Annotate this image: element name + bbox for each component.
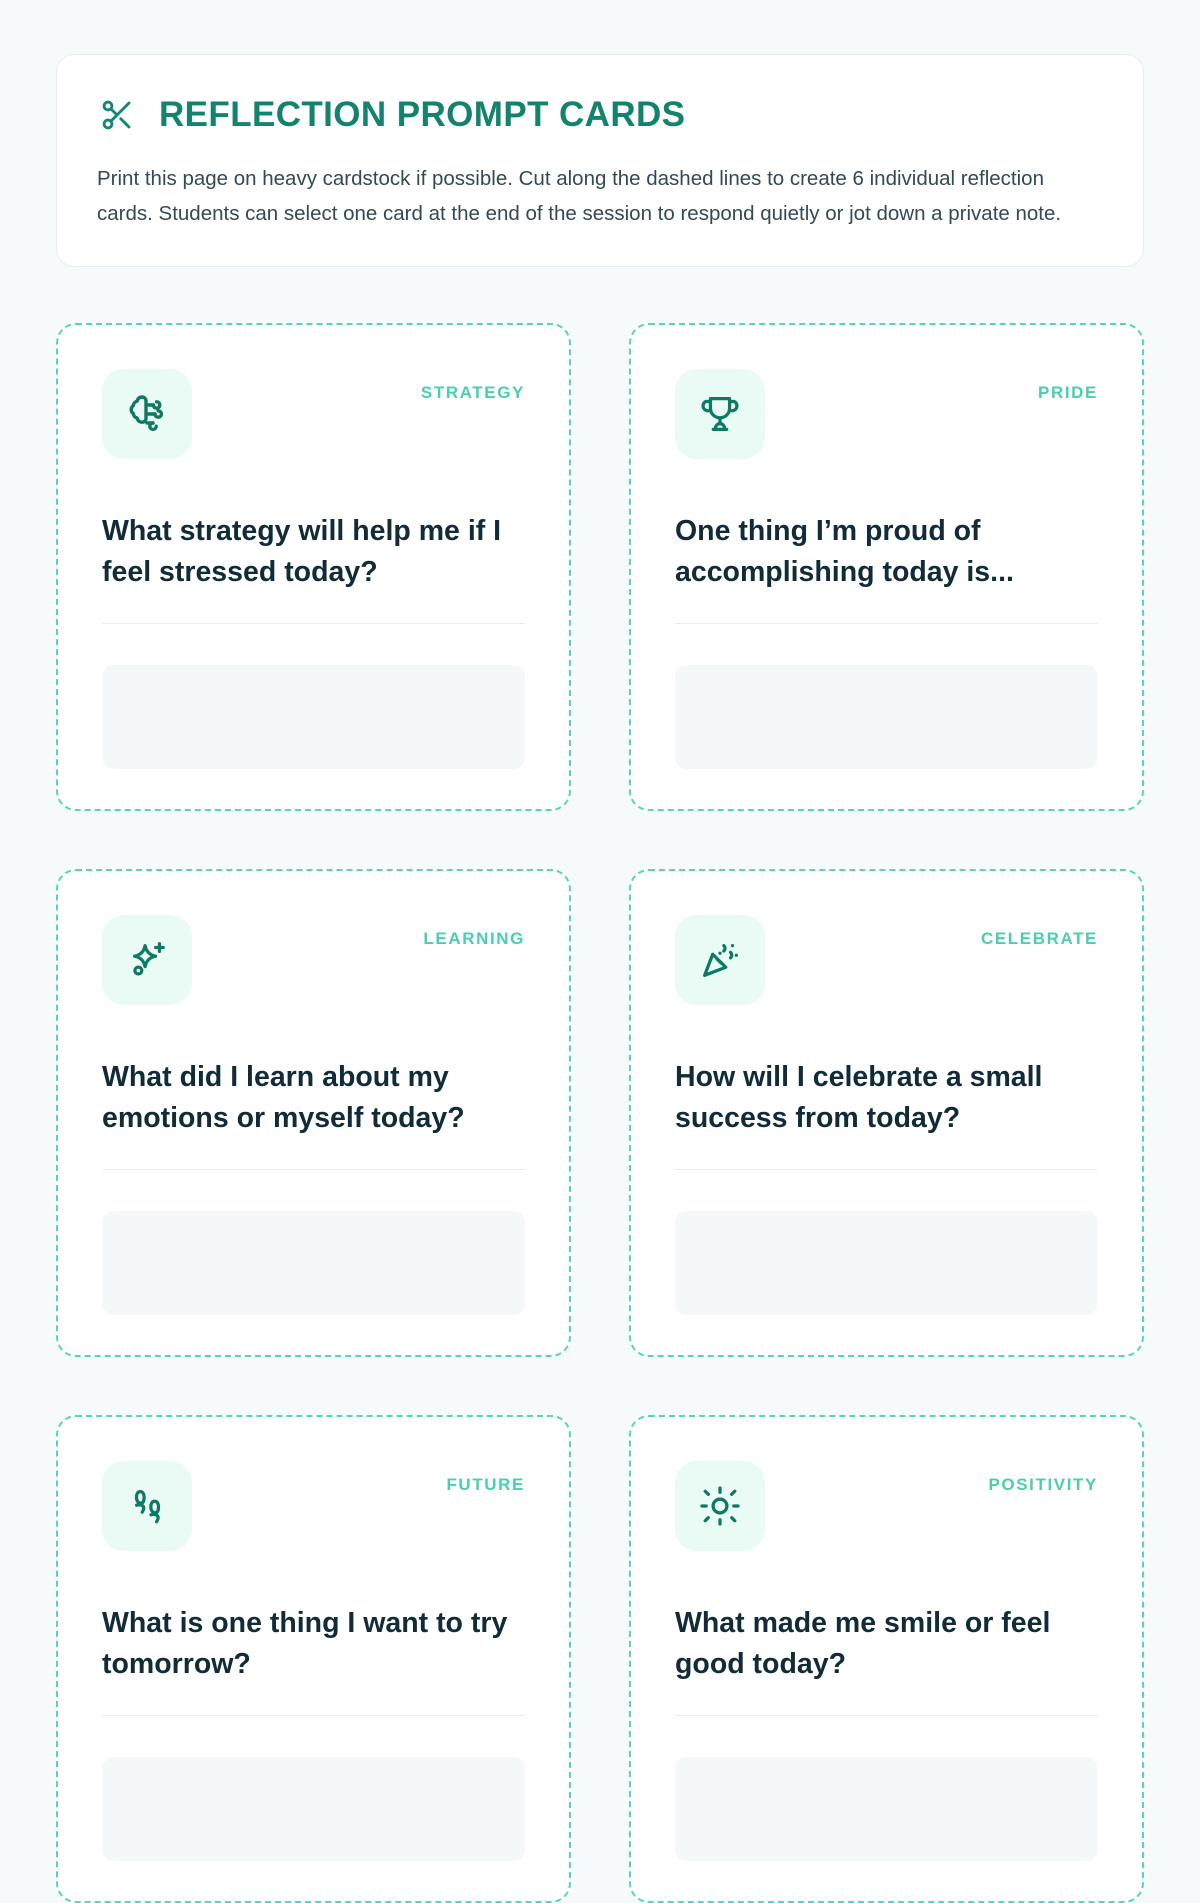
card-tag: LEARNING [423, 928, 525, 948]
card-tag: PRIDE [1038, 382, 1098, 402]
card-header [675, 915, 1098, 1005]
scissors-icon [97, 95, 137, 135]
card-divider [102, 1169, 525, 1170]
card-header [675, 369, 1098, 459]
card-divider [675, 1715, 1098, 1716]
sparkles-icon [102, 915, 192, 1005]
cards-grid [56, 323, 1144, 1903]
card-question: What made me smile or feel good today? [675, 1606, 1051, 1680]
instructions-text: Print this page on heavy cardstock if possible. Cut along the dashed lines to create 6 individual reflection cards. Students can select one card at the end of the session to respond quietly or jot down a private note. [97, 167, 1062, 226]
card-writing-area[interactable] [102, 1757, 525, 1861]
sun-icon [675, 1461, 765, 1551]
card-tag: CELEBRATE [980, 928, 1098, 948]
card-body [102, 1603, 525, 1861]
trophy-icon [675, 369, 765, 459]
card-header [102, 915, 525, 1005]
card-divider [675, 623, 1098, 624]
instructions-card [56, 54, 1144, 267]
card-tag: POSITIVITY [988, 1474, 1098, 1494]
card-body [102, 1057, 525, 1315]
brain-icon [102, 369, 192, 459]
prompt-card[interactable] [56, 869, 571, 1357]
card-writing-area[interactable] [102, 665, 525, 769]
page-title: REFLECTION PROMPT CARDS [159, 94, 686, 134]
card-writing-area[interactable] [102, 1211, 525, 1315]
prompt-card[interactable] [56, 323, 571, 811]
card-body [675, 1057, 1098, 1315]
card-divider [102, 623, 525, 624]
card-writing-area[interactable] [675, 665, 1098, 769]
card-body [102, 511, 525, 769]
card-question: What is one thing I want to try tomorrow? [102, 1606, 508, 1680]
card-header [102, 1461, 525, 1551]
card-header [102, 369, 525, 459]
card-divider [675, 1169, 1098, 1170]
card-question: What strategy will help me if I feel stressed today? [102, 514, 502, 588]
card-tag: FUTURE [446, 1474, 525, 1494]
card-body [675, 1603, 1098, 1861]
party-popper-icon [675, 915, 765, 1005]
card-body [675, 511, 1098, 769]
card-header [675, 1461, 1098, 1551]
card-divider [102, 1715, 525, 1716]
prompt-card[interactable] [56, 1415, 571, 1903]
header-title-row [97, 95, 1103, 135]
prompt-card[interactable] [629, 1415, 1144, 1903]
card-tag: STRATEGY [420, 382, 525, 402]
card-question: What did I learn about my emotions or myself today? [102, 1060, 465, 1134]
footsteps-icon [102, 1461, 192, 1551]
card-question: One thing I’m proud of accomplishing today is... [675, 514, 1014, 588]
card-question: How will I celebrate a small success from today? [675, 1060, 1043, 1134]
prompt-card[interactable] [629, 869, 1144, 1357]
card-writing-area[interactable] [675, 1757, 1098, 1861]
prompt-card[interactable] [629, 323, 1144, 811]
card-writing-area[interactable] [675, 1211, 1098, 1315]
